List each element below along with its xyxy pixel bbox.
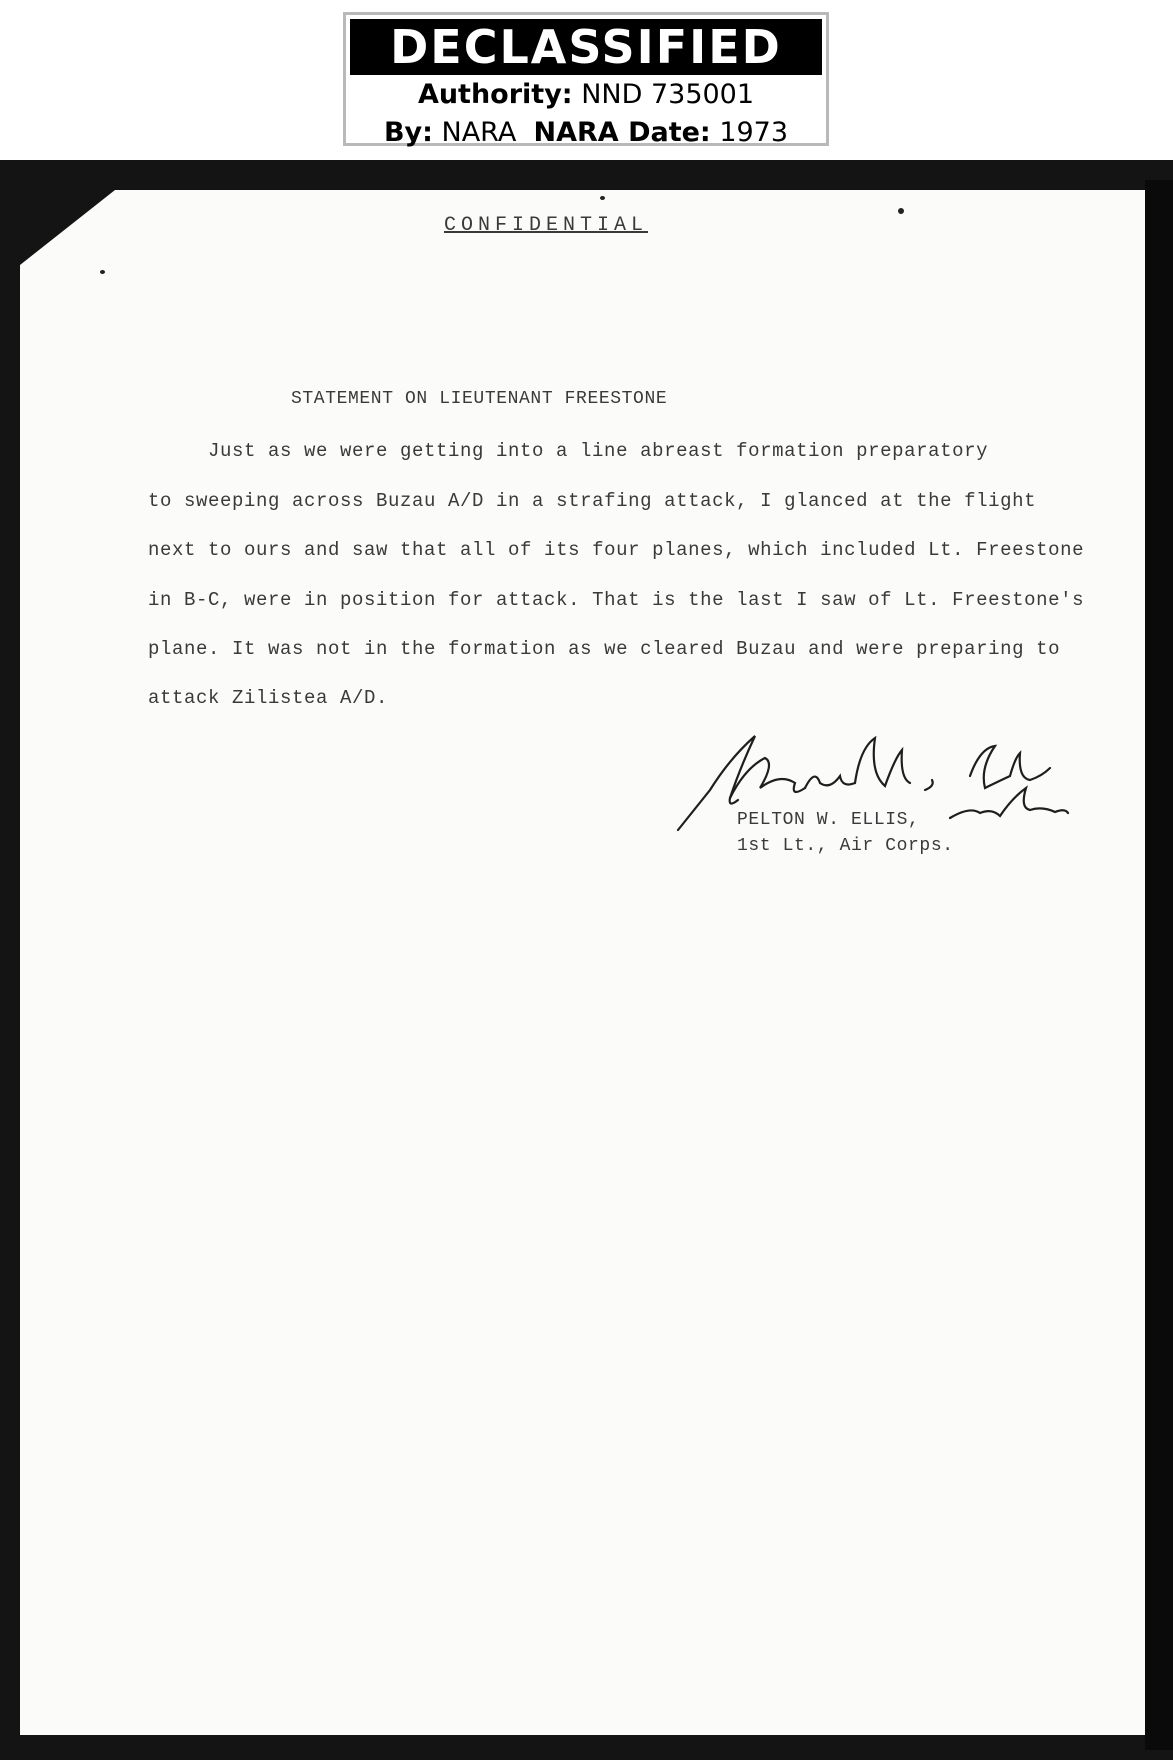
paper-sheet (20, 190, 1145, 1735)
stamp-authority (346, 79, 826, 110)
authority-value: NND 735001 (581, 79, 755, 110)
authority-label: Authority: (417, 79, 573, 110)
scan-speck (898, 208, 904, 214)
statement-heading: STATEMENT ON LIEUTENANT FREESTONE (291, 389, 668, 409)
body-line: attack Zilistea A/D. (148, 687, 389, 709)
date-value: 1973 (719, 117, 789, 148)
scan-speck (600, 196, 605, 200)
classification-header: CONFIDENTIAL (444, 214, 649, 237)
stamp-by-date (346, 117, 826, 148)
body-line: next to ours and saw that all of its four planes, which included Lt. Freestone (148, 539, 1085, 561)
body-line: plane. It was not in the formation as we cleared Buzau and were preparing to (148, 638, 1061, 660)
body-line: in B-C, were in position for attack. That is the last I saw of Lt. Freestone's (148, 589, 1085, 611)
by-value: NARA (441, 117, 517, 148)
by-label: By: (383, 117, 433, 148)
signer-title: 1st Lt., Air Corps. (737, 836, 954, 856)
date-label: NARA Date: (533, 117, 711, 148)
declassified-stamp (343, 12, 829, 146)
body-line: Just as we were getting into a line abreast formation preparatory (208, 440, 989, 462)
scan-border (1145, 180, 1173, 1750)
scan-speck (100, 270, 105, 274)
body-line: to sweeping across Buzau A/D in a strafing attack, I glanced at the flight (148, 490, 1037, 512)
signer-name: PELTON W. ELLIS, (737, 810, 920, 830)
stamp-title: DECLASSIFIED (350, 19, 822, 75)
